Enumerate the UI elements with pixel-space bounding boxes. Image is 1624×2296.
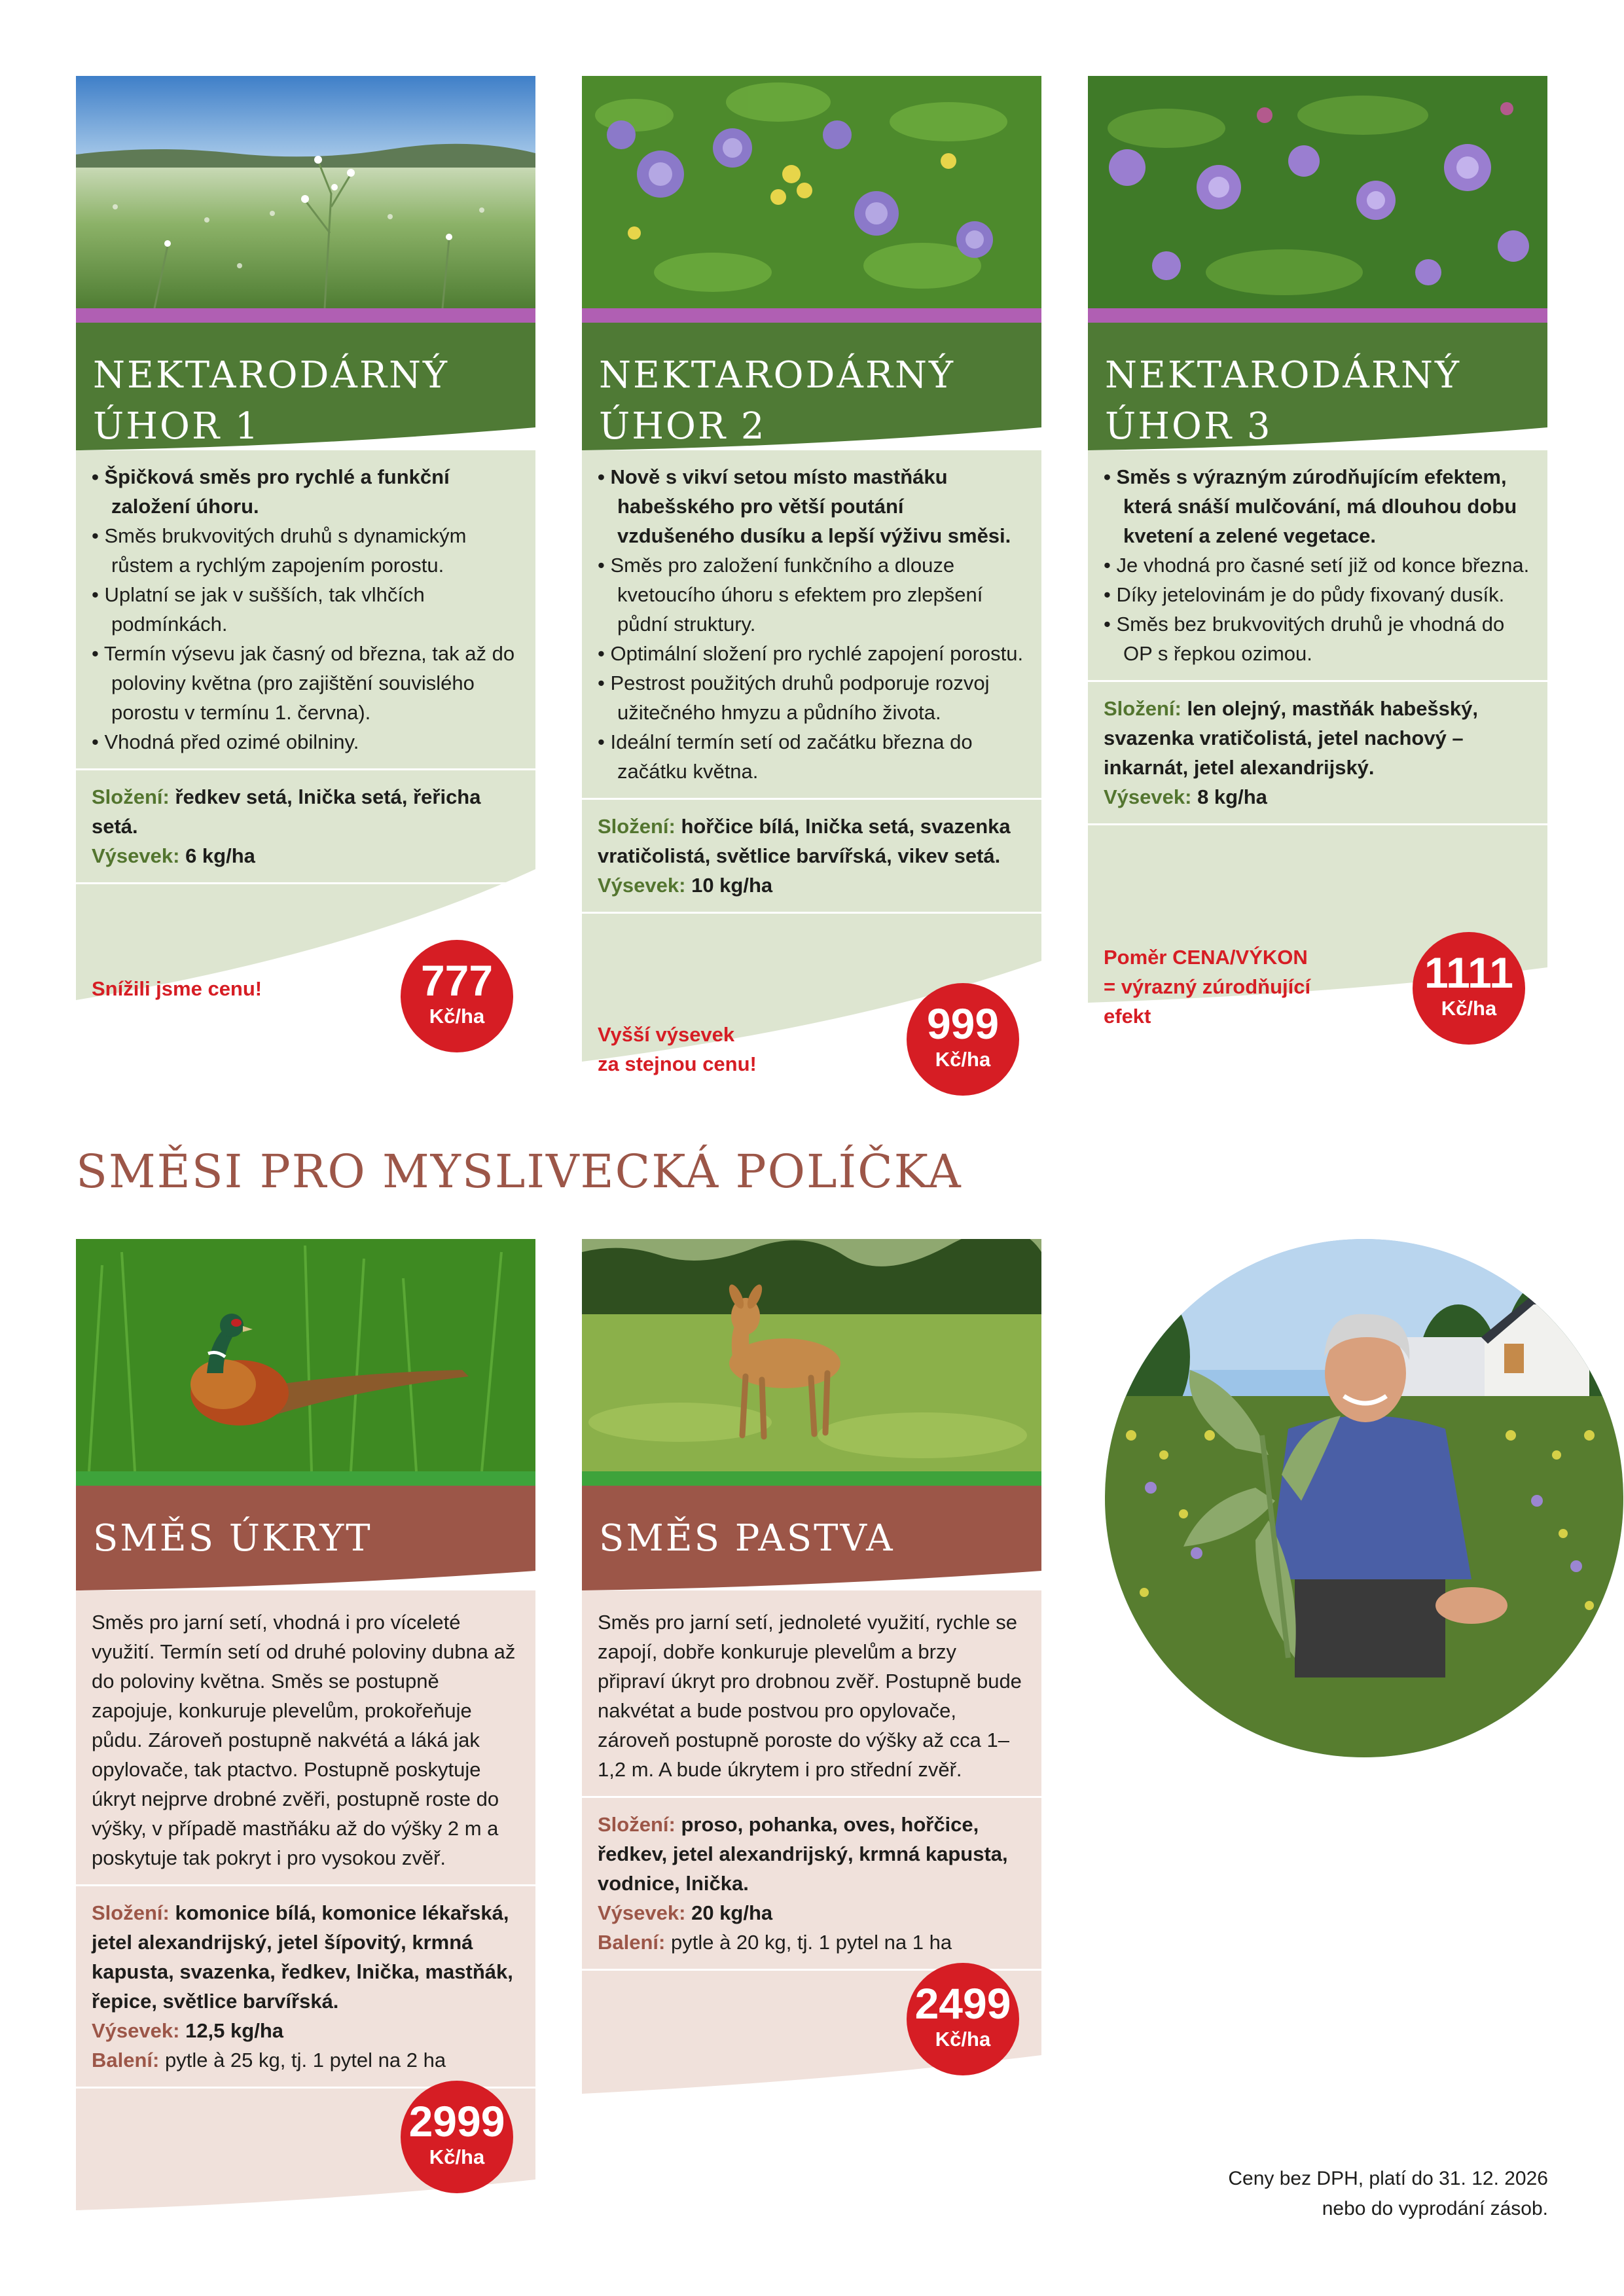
list-item: • Uplatní se jak v sušších, tak vlhčích podmínkách.	[92, 580, 520, 639]
product-header	[582, 323, 1041, 450]
list-item: • Díky jetelovinám je do půdy fixovaný dusík.	[1104, 580, 1532, 609]
price-badge	[1413, 932, 1525, 1045]
list-item: • Nově s vikví setou místo mastňáku habešského pro větší poutání vzdušeného dusíku a lepší výživu směsi.	[598, 462, 1026, 550]
product-card-nectar-2	[582, 76, 1041, 1075]
product-header	[76, 323, 535, 450]
header-accent-stripe	[582, 308, 1041, 323]
composition: Složení: komonice bílá, komonice lékařská, jetel alexandrijský, jetel šípovitý, krmná kapusta, svazenka, ředkev, lnička, mastňák, řepice, světlice barvířská.	[92, 1901, 513, 2013]
seeding-rate: Výsevek: 6 kg/ha	[92, 844, 255, 867]
packing: Balení: pytle à 20 kg, tj. 1 pytel na 1 ha	[598, 1931, 952, 1954]
seeding-rate: Výsevek: 10 kg/ha	[598, 874, 773, 897]
price-value: 2999	[408, 2097, 505, 2145]
price-unit: Kč/ha	[1441, 997, 1497, 1020]
price-unit: Kč/ha	[935, 1048, 991, 1071]
product-card-pastva	[582, 1239, 1041, 2094]
product-photo-phacelia-clover	[1088, 76, 1547, 308]
feature-list	[598, 462, 1026, 786]
list-item: • Optimální složení pro rychlé zapojení porostu.	[598, 639, 1026, 668]
price-value: 777	[420, 956, 494, 1005]
price-badge	[401, 2081, 513, 2193]
promo-text: Poměr CENA/VÝKON = výrazný zúrodňující efekt	[1104, 946, 1311, 1028]
product-title: NEKTARODÁRNÝ ÚHOR 2	[599, 354, 955, 448]
header-accent-stripe	[1088, 308, 1547, 323]
product-card-nectar-3	[1088, 76, 1547, 1028]
product-header	[76, 1486, 535, 1590]
price-unit: Kč/ha	[935, 2028, 991, 2051]
feature-list	[92, 462, 520, 757]
product-card-nectar-1	[76, 76, 535, 1028]
list-item: • Směs pro založení funkčního a dlouze kvetoucího úhoru s efektem pro zlepšení půdní struktury.	[598, 550, 1026, 639]
promo-text: Vyšší výsevek za stejnou cenu!	[598, 1023, 757, 1075]
list-item: • Směs bez brukvovitých druhů je vhodná do OP s řepkou ozimou.	[1104, 609, 1532, 668]
price-validity-note: Ceny bez DPH, platí do 31. 12. 2026 nebo do vyprodání zásob.	[1228, 2168, 1548, 2219]
list-item: • Směs brukvovitých druhů s dynamickým růstem a rychlým zapojením porostu.	[92, 521, 520, 580]
product-title: NEKTARODÁRNÝ ÚHOR 1	[93, 354, 449, 448]
list-item: • Pestrost použitých druhů podporuje rozvoj užitečného hmyzu a půdního života.	[598, 668, 1026, 727]
composition: Složení: ředkev setá, lnička setá, řeřicha setá.	[92, 785, 481, 838]
product-details	[76, 450, 535, 1000]
seeding-rate: Výsevek: 12,5 kg/ha	[92, 2019, 283, 2042]
product-title: SMĚS ÚKRYT	[93, 1517, 372, 1560]
product-header	[582, 1486, 1041, 1590]
list-item: • Ideální termín setí od začátku března do začátku května.	[598, 727, 1026, 786]
feature-list	[1104, 462, 1532, 668]
product-photo-pheasant	[76, 1239, 535, 1471]
list-item: • Vhodná před ozimé obilniny.	[92, 727, 520, 757]
product-card-ukryt	[76, 1239, 535, 2210]
list-item: • Špičková směs pro rychlé a funkční založení úhoru.	[92, 462, 520, 521]
product-photo-deer	[582, 1239, 1041, 1471]
price-badge	[907, 983, 1019, 1096]
price-unit: Kč/ha	[429, 1005, 485, 1028]
price-unit: Kč/ha	[429, 2145, 485, 2168]
header-accent-stripe	[76, 308, 535, 323]
product-title: NEKTARODÁRNÝ ÚHOR 3	[1105, 354, 1461, 448]
price-value: 1111	[1424, 948, 1513, 997]
promo-text: Snížili jsme cenu!	[92, 977, 262, 1000]
product-description: Směs pro jarní setí, jednoleté využití, rychle se zapojí, dobře konkuruje plevelům a brzy připraví úkryt pro drobnou zvěř. Postupně bude nakvétat a bude postvou pro opylovače, zároveň postupně poroste do výšky až cca 1–1,2 m. A bude úkrytem i pro střední zvěř.	[598, 1611, 1022, 1781]
composition: Složení: hořčice bílá, lnička setá, svazenka vratičolistá, světlice barvířská, vikev setá.	[598, 815, 1011, 867]
price-badge	[907, 1963, 1019, 2075]
product-title: SMĚS PASTVA	[599, 1517, 895, 1560]
product-description: Směs pro jarní setí, vhodná i pro víceleté využití. Termín setí od druhé poloviny dubna až do poloviny května. Směs se postupně zapojuje, konkuruje plevelům, prokořeňuje půdu. Zároveň postupně nakvétá a láká jak opylovače, tak ptactvo. Postupně poskytuje úkryt nejprve drobné zvěři, postupně roste do výšky, v případě mastňáku až do výšky 2 m a poskytuje tak pokryt i pro vysokou zvěř.	[92, 1611, 516, 1869]
seeding-rate: Výsevek: 20 kg/ha	[598, 1901, 773, 1924]
packing: Balení: pytle à 25 kg, tj. 1 pytel na 2 ha	[92, 2049, 446, 2072]
composition: Složení: len olejný, mastňák habešský, svazenka vratičolistá, jetel nachový – inkarnát, jetel alexandrijský.	[1104, 697, 1479, 779]
portrait-photo-man-in-field	[1105, 1239, 1623, 1757]
product-photo-flowering-field	[76, 76, 535, 308]
price-badge	[401, 940, 513, 1052]
list-item: • Směs s výrazným zúrodňujícím efektem, která snáší mulčování, má dlouhou dobu kvetení a zelené vegetace.	[1104, 462, 1532, 550]
header-accent-stripe	[76, 1471, 535, 1486]
price-value: 999	[926, 999, 1000, 1048]
composition: Složení: proso, pohanka, oves, hořčice, ředkev, jetel alexandrijský, krmná kapusta, vodnice, lnička.	[598, 1813, 1008, 1895]
price-value: 2499	[914, 1979, 1011, 2028]
list-item: • Je vhodná pro časné setí již od konce března.	[1104, 550, 1532, 580]
product-details	[582, 450, 1041, 1075]
product-header	[1088, 323, 1547, 450]
section-title: SMĚSI PRO MYSLIVECKÁ POLÍČKA	[76, 1145, 962, 1198]
product-photo-phacelia	[582, 76, 1041, 308]
header-accent-stripe	[582, 1471, 1041, 1486]
seeding-rate: Výsevek: 8 kg/ha	[1104, 785, 1267, 808]
list-item: • Termín výsevu jak časný od března, tak až do poloviny května (pro zajištění souvislého porostu v termínu 1. června).	[92, 639, 520, 727]
